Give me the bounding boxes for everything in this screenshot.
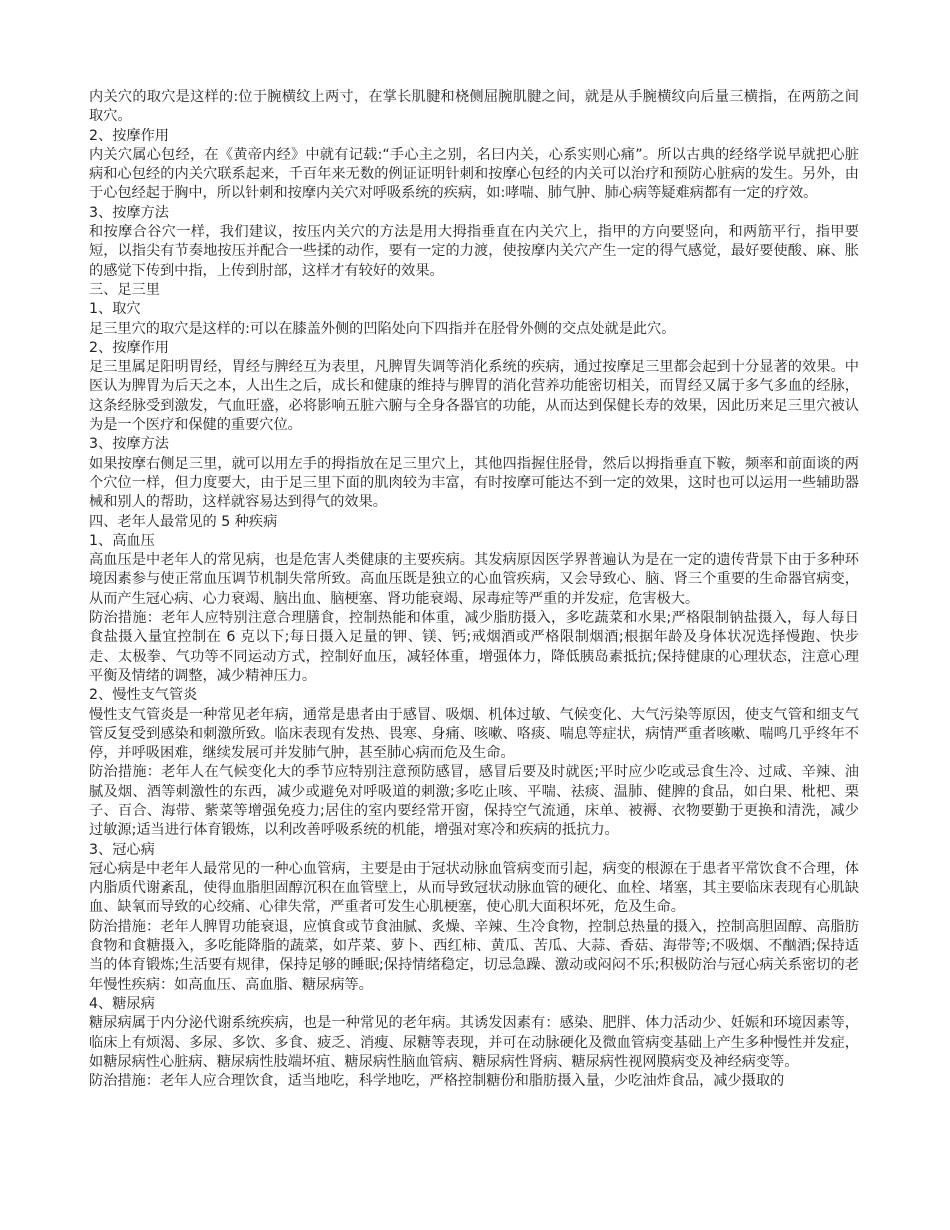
section-heading: 三、足三里 bbox=[89, 281, 160, 298]
section-heading: 2、按摩作用 bbox=[89, 127, 169, 144]
paragraph: 足三里穴的取穴是这样的:可以在膝盖外侧的凹陷处向下四指并在胫骨外侧的交点处就是此穴。 bbox=[89, 320, 676, 337]
section-heading: 3、按摩方法 bbox=[89, 204, 169, 221]
paragraph: 防治措施：老年人在气候变化大的季节应特别注意预防感冒，感冒后要及时就医;平时应少吃或忌食生冷、过咸、辛辣、油腻及烟、酒等刺激性的东西，减少或避免对呼吸道的刺激;多吃止咳、平喘、祛痰、温肺、健脾的食品，如白果、枇杷、栗子、百合、海带、紫菜等增强免疫力;居住的室内要经常开窗，保持空气流通，床单、被褥、衣物要勤于更换和清洗，减少过敏源;适当进行体育锻炼，以利改善呼吸系统的机能，增强对寒冷和疾病的抵抗力。 bbox=[89, 764, 859, 839]
section-heading: 1、取穴 bbox=[89, 301, 141, 318]
section-heading: 2、按摩作用 bbox=[89, 339, 169, 356]
paragraph: 慢性支气管炎是一种常见老年病，通常是患者由于感冒、吸烟、机体过敏、气候变化、大气污染等原因，使支气管和细支气管反复受到感染和刺激所致。临床表现有发热、畏寒、身痛、咳嗽、咯痰、喘息等症状，病情严重者咳嗽、喘鸣几乎终年不停，并呼吸困难，继续发展可并发肺气肿，甚至肺心病而危及生命。 bbox=[89, 706, 859, 762]
paragraph: 内关穴的取穴是这样的:位于腕横纹上两寸，在掌长肌腱和桡侧屈腕肌腱之间，就是从手腕横纹向后量三横指，在两筋之间取穴。 bbox=[89, 89, 859, 125]
section-heading: 1、高血压 bbox=[89, 532, 155, 549]
paragraph: 足三里属足阳明胃经，胃经与脾经互为表里，凡脾胃失调等消化系统的疾病，通过按摩足三里都会起到十分显著的效果。中医认为脾胃为后天之本，人出生之后，成长和健康的维持与脾胃的消化营养功能密切相关，而胃经又属于多气多血的经脉，这条经脉受到激发，气血旺盛，必将影响五脏六腑与全身各器官的功能，从而达到保健长寿的效果，因此历来足三里穴被认为是一个医疗和保健的重要穴位。 bbox=[89, 359, 859, 434]
paragraph: 防治措施：老年人脾胃功能衰退，应慎食或节食油腻、炙燥、辛辣、生冷食物，控制总热量的摄入，控制高胆固醇、高脂肪食物和食糖摄入，多吃能降脂的蔬菜，如芹菜、萝卜、西红柿、黄瓜、苦瓜、大蒜、香菇、海带等;不吸烟、不酗酒;保持适当的体育锻炼;生活要有规律，保持足够的睡眠;保持情绪稳定，切忌急躁、激动或闷闷不乐;积极防治与冠心病关系密切的老年慢性疾病：如高血压、高血脂、糖尿病等。 bbox=[89, 918, 859, 993]
paragraph: 如果按摩右侧足三里，就可以用左手的拇指放在足三里穴上，其他四指握住胫骨，然后以拇指垂直下鞍，频率和前面谈的两个穴位一样，但力度要大，由于足三里下面的肌肉较为丰富，有时按摩可能达不到一定的效果，这时也可以运用一些辅助器械和别人的帮助，这样就容易达到得气的效果。 bbox=[89, 455, 859, 511]
section-heading: 四、老年人最常见的 5 种疾病 bbox=[89, 513, 278, 530]
paragraph: 糖尿病属于内分泌代谢系统疾病，也是一种常见的老年病。其诱发因素有：感染、肥胖、体力活动少、妊娠和环境因素等，临床上有烦渴、多尿、多饮、多食、疲乏、消瘦、尿糖等表现，并可在动脉硬化及微血管病变基础上产生多种慢性并发症，如糖尿病性心脏病、糖尿病性肢端坏疽、糖尿病性脑血管病、糖尿病性肾病、糖尿病性视网膜病变及神经病变等。 bbox=[89, 1015, 859, 1070]
document-body bbox=[89, 88, 859, 1091]
paragraph: 冠心病是中老年人最常见的一种心血管病，主要是由于冠状动脉血管病变而引起，病变的根源在于患者平常饮食不合理，体内脂质代谢紊乱，使得血脂胆固醇沉积在血管壁上，从而导致冠状动脉血管的硬化、血栓、堵塞，其主要临床表现有心肌缺血、缺氧而导致的心绞痛、心律失常，严重者可发生心肌梗塞，使心肌大面积坏死，危及生命。 bbox=[89, 860, 859, 916]
section-heading: 4、糖尿病 bbox=[89, 995, 155, 1012]
paragraph: 防治措施：老年人应特别注意合理膳食，控制热能和体重，减少脂肪摄入，多吃蔬菜和水果;严格限制钠盐摄入，每人每日食盐摄入量宜控制在 6 克以下;每日摄入足量的钾、镁、钙;戒烟酒或严格限制烟酒;根据年龄及身体状况选择慢跑、快步走、太极拳、气功等不同运动方式，控制好血压，减轻体重，增强体力，降低胰岛素抵抗;保持健康的心理状态，注意心理平衡及情绪的调整，减少精神压力。 bbox=[89, 610, 859, 684]
paragraph: 防治措施：老年人应合理饮食，适当地吃，科学地吃，严格控制糖份和脂肪摄入量，少吃油炸食品，减少摄取的 bbox=[89, 1073, 785, 1090]
section-heading: 3、按摩方法 bbox=[89, 436, 169, 453]
paragraph: 和按摩合谷穴一样，我们建议，按压内关穴的方法是用大拇指垂直在内关穴上，指甲的方向要竖向，和两筋平行，指甲要短，以指尖有节奏地按压并配合一些揉的动作，要有一定的力渡，使按摩内关穴产生一定的得气感觉，最好要使酸、麻、胀的感觉下传到中指，上传到肘部，这样才有较好的效果。 bbox=[89, 224, 859, 279]
paragraph: 高血压是中老年人的常见病，也是危害人类健康的主要疾病。其发病原因医学界普遍认为是在一定的遗传背景下由于多种环境因素参与使正常血压调节机制失常所致。高血压既是独立的心血管疾病，又会导致心、脑、肾三个重要的生命器官病变，从而产生冠心病、心力衰竭、脑出血、脑梗塞、肾功能衰竭、尿毒症等严重的并发症，危害极大。 bbox=[89, 552, 859, 607]
section-heading: 2、慢性支气管炎 bbox=[89, 687, 198, 704]
section-heading: 3、冠心病 bbox=[89, 841, 155, 858]
paragraph: 内关穴属心包经，在《黄帝内经》中就有记载:“手心主之别，名曰内关，心系实则心痛”。所以古典的经络学说早就把心脏病和心包经的内关穴联系起来，千百年来无数的例证证明针刺和按摩心包经的内关可以治疗和预防心脏病的发生。另外，由于心包经起于胸中，所以针刺和按摩内关穴对呼吸系统的疾病，如:哮喘、肺气肿、肺心病等疑难病都有一定的疗效。 bbox=[89, 146, 859, 202]
